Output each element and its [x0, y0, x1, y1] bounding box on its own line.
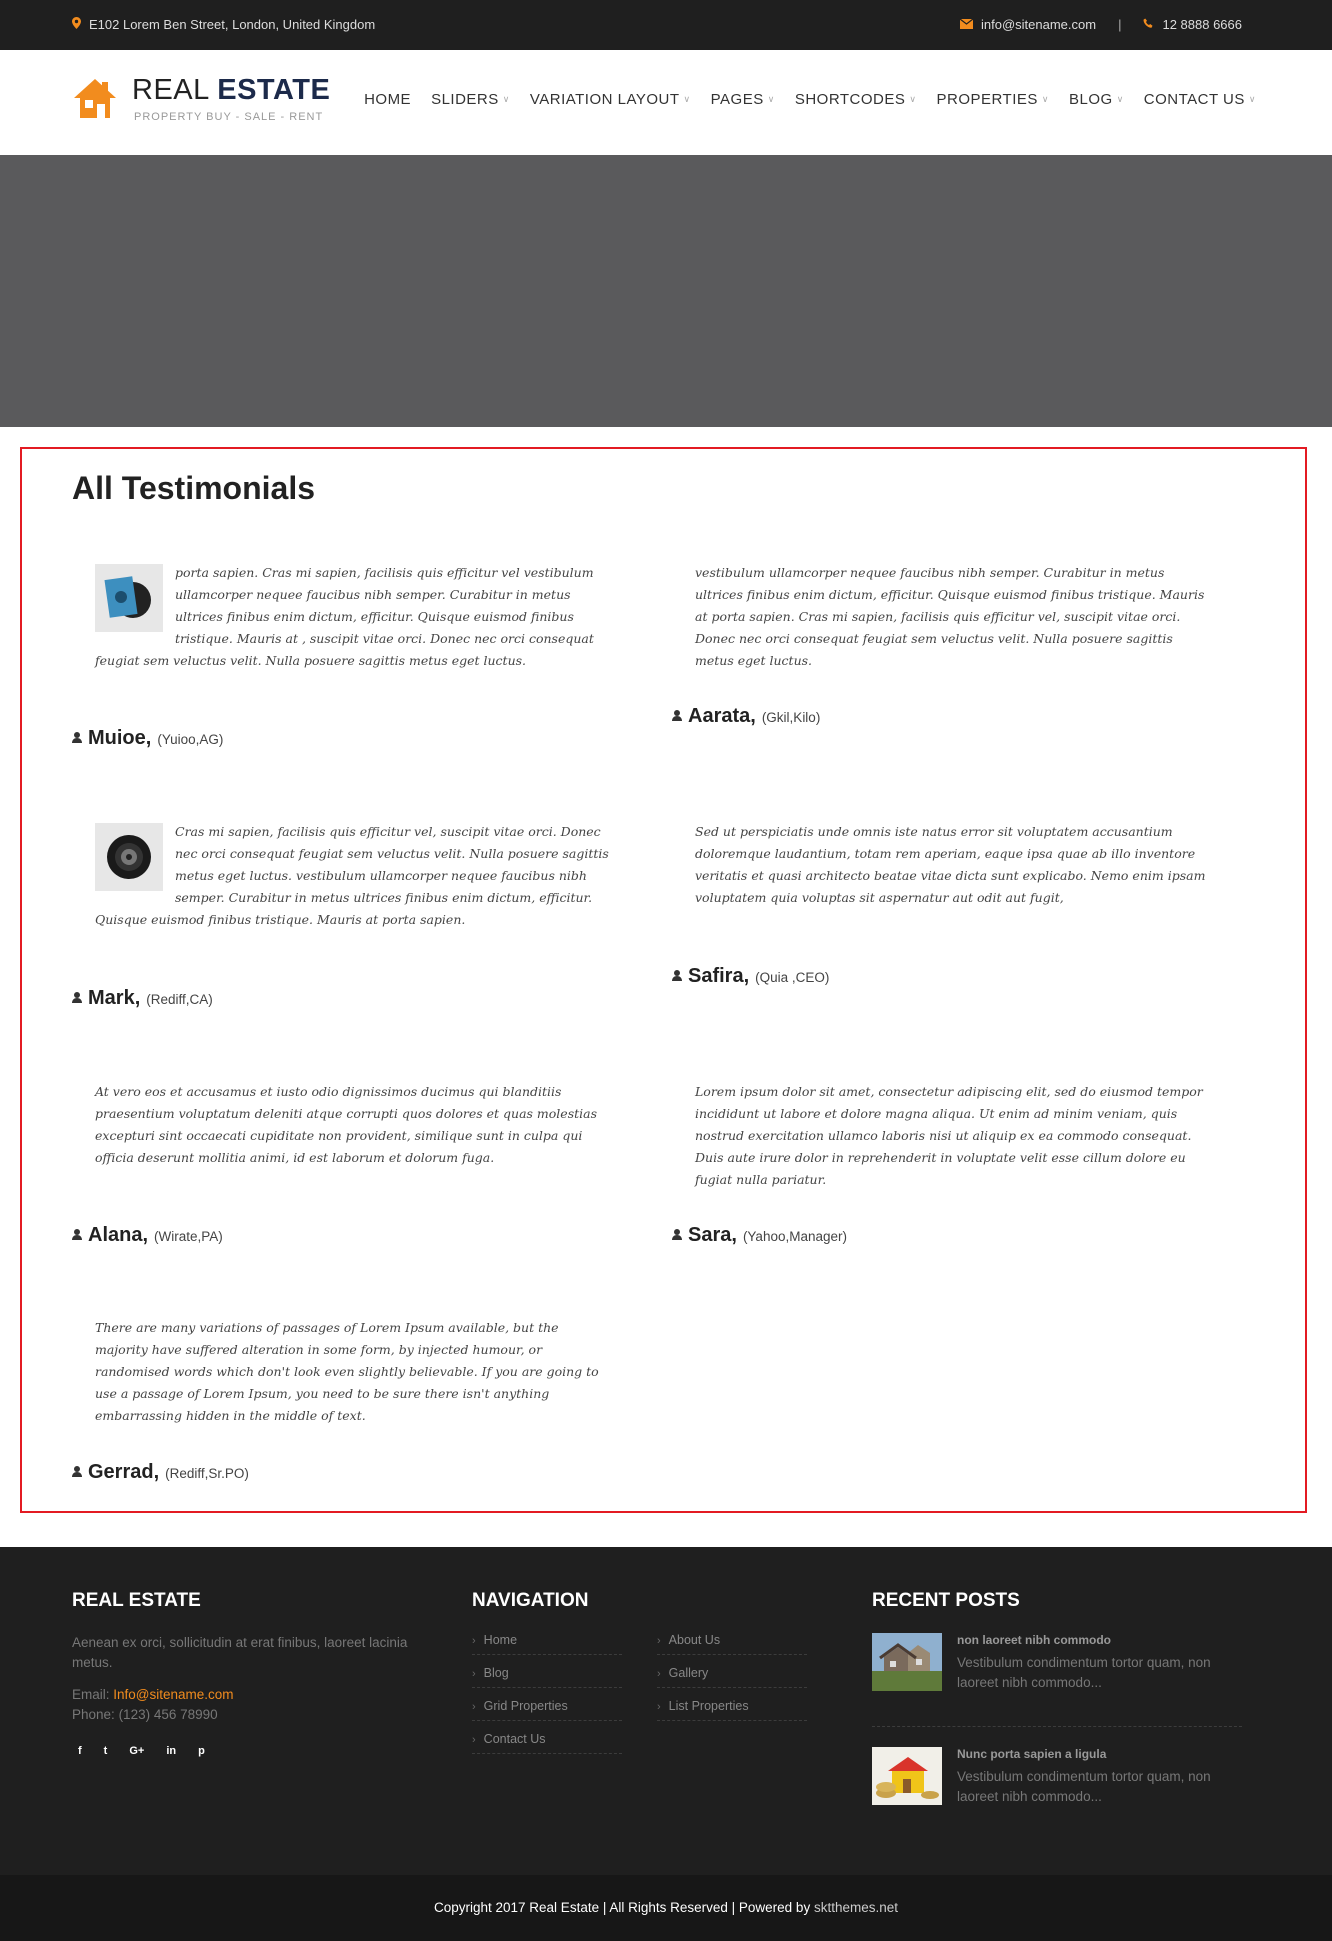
testimonial-author — [72, 1461, 249, 1484]
user-icon — [72, 991, 82, 1006]
post-excerpt-1: Vestibulum condimentum tortor quam, non laoreet nibh commodo... — [957, 1655, 1211, 1690]
footer-posts-title: RECENT POSTS — [872, 1590, 1020, 1611]
chevron-down-icon: ∨ — [1116, 94, 1124, 104]
google-plus-icon[interactable]: G+ — [129, 1745, 145, 1757]
author-company: (Yuioo,AG) — [157, 732, 224, 747]
logo-tagline: PROPERTY BUY - SALE - RENT — [134, 111, 324, 123]
author-name: Alana, — [88, 1224, 149, 1246]
chevron-right-icon: › — [472, 1701, 476, 1713]
pinterest-icon[interactable]: p — [198, 1745, 205, 1757]
chevron-right-icon: › — [657, 1668, 661, 1680]
page-banner — [0, 155, 1332, 427]
copyright-bar — [0, 1875, 1332, 1941]
house-icon — [72, 76, 118, 127]
post-title-1[interactable]: non laoreet nibh commodo — [957, 1633, 1112, 1647]
post-excerpt-2: Vestibulum condimentum tortor quam, non laoreet nibh commodo... — [957, 1769, 1211, 1804]
post-thumbnail-house[interactable] — [872, 1633, 942, 1691]
copyright-text: Copyright 2017 Real Estate | All Rights Reserved | Powered by — [433, 1900, 811, 1915]
user-icon — [72, 1228, 82, 1243]
site-header — [0, 50, 1332, 155]
author-name: Muioe, — [88, 727, 152, 749]
user-icon — [72, 731, 82, 746]
page-title: All Testimonials — [72, 470, 316, 506]
main-nav — [364, 91, 1256, 108]
post-title-2[interactable]: Nunc porta sapien a ligula — [957, 1747, 1107, 1761]
site-footer — [0, 1547, 1332, 1875]
footer-link[interactable]: › About Us — [657, 1633, 807, 1655]
footer-nav-title: NAVIGATION — [472, 1590, 589, 1611]
testimonial-author — [72, 727, 223, 750]
testimonial-text: porta sapien. Cras mi sapien, facilisis quis efficitur vel vestibulum ullamcorper nequee faucibus nibh semper. Curabitur in metus ultrices finibus enim dictum, efficitur. Quisque euismod finibus tristique. Mauris at , suscipit vitae orci. Donec nec orci consequat feugiat sem veluctus velit. Nulla posuere sagittis metus eget luctus. — [95, 565, 594, 668]
testimonial-author — [672, 1224, 847, 1247]
author-name: Gerrad, — [88, 1461, 160, 1483]
author-name: Sara, — [688, 1224, 737, 1246]
nav-item-sliders[interactable]: SLIDERS ∨ — [431, 91, 510, 108]
author-company: (Gkil,Kilo) — [761, 710, 821, 725]
nav-item-variation-layout[interactable]: VARIATION LAYOUT ∨ — [529, 91, 691, 108]
footer-phone: Phone: (123) 456 78990 — [72, 1707, 218, 1722]
chevron-right-icon: › — [472, 1668, 476, 1680]
chevron-down-icon: ∨ — [767, 94, 775, 104]
nav-item-shortcodes[interactable]: SHORTCODES ∨ — [794, 91, 917, 108]
testimonial-text: vestibulum ullamcorper nequee faucibus nibh semper. Curabitur in metus ultrices finibus enim dictum, efficitur. Quisque euismod finibus tristique. Mauris at porta sapien. Cras mi sapien, facilisis quis efficitur vel, suscipit vitae orci. Donec nec orci consequat feugiat sem veluctus velit. Nulla posuere sagittis metus eget luctus. — [695, 565, 1205, 668]
record-icon — [95, 564, 163, 632]
separator: | — [1118, 17, 1122, 32]
nav-item-blog[interactable]: BLOG ∨ — [1069, 91, 1124, 108]
author-company: (Quia ,CEO) — [755, 970, 830, 985]
powered-by-link[interactable]: sktthemes.net — [813, 1900, 899, 1915]
logo[interactable] — [72, 76, 330, 127]
footer-email: Email: Info@sitename.com — [72, 1687, 234, 1702]
twitter-icon[interactable]: t — [103, 1745, 108, 1757]
address — [72, 17, 375, 32]
nav-item-pages[interactable]: PAGES ∨ — [710, 91, 775, 108]
author-company: (Rediff,CA) — [146, 992, 213, 1007]
logo-title: REAL ESTATE — [132, 74, 331, 106]
chevron-right-icon: › — [657, 1701, 661, 1713]
testimonial-text: Lorem ipsum dolor sit amet, consectetur adipiscing elit, sed do eiusmod tempor incididunt ut labore et dolore magna aliqua. Ut enim ad minim veniam, quis nostrud exercitation ullamco laboris nisi ut aliquip ex ea commodo consequat. Duis aute irure dolor in reprehenderit in voluptate velit esse cillum dolore eu fugiat nulla pariatur. — [695, 1084, 1203, 1187]
nav-item-contact-us[interactable]: CONTACT US ∨ — [1143, 91, 1256, 108]
footer-email-link[interactable]: Info@sitename.com — [113, 1687, 234, 1702]
posts-divider — [872, 1726, 1242, 1727]
footer-link[interactable]: › Home — [472, 1633, 622, 1655]
chevron-down-icon: ∨ — [1248, 94, 1256, 104]
top-bar — [0, 0, 1332, 50]
author-company: (Yahoo,Manager) — [742, 1229, 847, 1244]
chevron-right-icon: › — [657, 1635, 661, 1647]
testimonial-text: Cras mi sapien, facilisis quis efficitur vel, suscipit vitae orci. Donec nec orci consequat feugiat sem veluctus velit. Nulla posuere sagittis metus eget luctus. vestibulum ullamcorper nequee faucibus nibh semper. Curabitur in metus ultrices finibus enim dictum, efficitur. Quisque euismod finibus tristique. Mauris at porta sapien. — [95, 824, 609, 927]
chevron-down-icon: ∨ — [909, 94, 917, 104]
author-company: (Rediff,Sr.PO) — [165, 1466, 249, 1481]
author-company: (Wirate,PA) — [154, 1229, 223, 1244]
user-icon — [672, 709, 682, 724]
chevron-down-icon: ∨ — [683, 94, 691, 104]
testimonial-author — [72, 987, 213, 1010]
email-icon — [960, 17, 973, 32]
nav-item-home[interactable]: HOME — [364, 91, 412, 108]
testimonial-text: Sed ut perspiciatis unde omnis iste natus error sit voluptatem accusantium doloremque laudantium, totam rem aperiam, eaque ipsa quae ab illo inventore veritatis et quasi architecto beatae vitae dicta sunt explicabo. Nemo enim ipsam voluptatem quia voluptas sit aspernatur aut odit aut fugit, — [695, 824, 1206, 905]
footer-link[interactable]: › List Properties — [657, 1699, 807, 1721]
chevron-right-icon: › — [472, 1734, 476, 1746]
footer-about-title: REAL ESTATE — [72, 1590, 201, 1611]
author-name: Safira, — [688, 965, 750, 987]
footer-about-text: Aenean ex orci, sollicitudin at erat finibus, laoreet lacinia metus. — [72, 1635, 408, 1670]
chevron-down-icon: ∨ — [502, 94, 510, 104]
address-text: E102 Lorem Ben Street, London, United Kingdom — [89, 17, 376, 32]
phone-icon — [1143, 17, 1154, 32]
nav-item-properties[interactable]: PROPERTIES ∨ — [936, 91, 1049, 108]
chevron-down-icon: ∨ — [1041, 94, 1049, 104]
testimonial-text: At vero eos et accusamus et iusto odio dignissimos ducimus qui blanditiis praesentium voluptatum deleniti atque corrupti quos dolores et quas molestias excepturi sint occaecati cupiditate non provident, similique sunt in culpa qui officia deserunt mollitia animi, id est laborum et dolorum fuga. — [95, 1084, 598, 1165]
testimonial-author — [72, 1224, 223, 1247]
user-icon — [72, 1465, 82, 1480]
footer-link[interactable]: › Contact Us — [472, 1732, 622, 1754]
user-icon — [672, 969, 682, 984]
chevron-right-icon: › — [472, 1635, 476, 1647]
email-link[interactable]: info@sitename.com — [981, 17, 1097, 32]
linkedin-icon[interactable]: in — [166, 1745, 177, 1757]
speaker-icon — [95, 823, 163, 891]
author-name: Aarata, — [688, 705, 756, 727]
testimonial-text: There are many variations of passages of Lorem Ipsum available, but the majority have suffered alteration in some form, by injected humour, or randomised words which don't look even slightly believable. If you are going to use a passage of Lorem Ipsum, you need to be sure there isn't anything embarrassing hidden in the middle of text. — [95, 1320, 599, 1423]
author-name: Mark, — [88, 987, 141, 1009]
facebook-icon[interactable]: f — [78, 1745, 82, 1757]
phone-text[interactable]: 12 8888 6666 — [1162, 17, 1242, 32]
social-links — [78, 1745, 205, 1757]
testimonial-author — [672, 705, 820, 728]
post-thumbnail-coins[interactable] — [872, 1747, 942, 1805]
footer-link[interactable]: › Gallery — [657, 1666, 807, 1688]
map-pin-icon — [72, 17, 81, 32]
testimonial-author — [672, 965, 829, 988]
user-icon — [672, 1228, 682, 1243]
footer-link[interactable]: › Grid Properties — [472, 1699, 622, 1721]
footer-link[interactable]: › Blog — [472, 1666, 622, 1688]
